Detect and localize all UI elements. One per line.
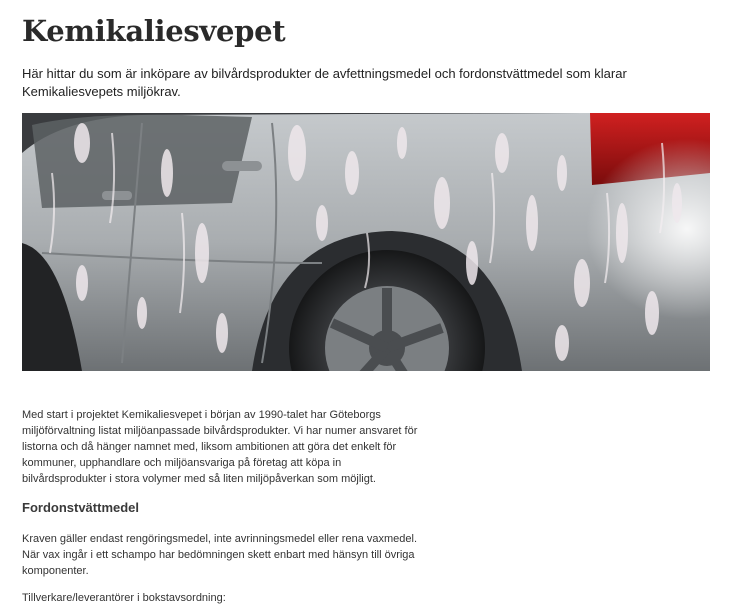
requirements-paragraph: Kraven gäller endast rengöringsmedel, inte avrinningsmedel eller rena vaxmedel. När vax ingår i ett schampo har bedömningen skett enbart med hänsyn till övriga komponenter.	[22, 533, 417, 577]
page-title: Kemikaliesvepet	[22, 14, 286, 48]
manufacturers-label: Tillverkare/leverantörer i bokstavsordning:	[22, 592, 226, 604]
intro-paragraph: Med start i projektet Kemikaliesvepet i början av 1990-talet har Göteborgs miljöförvaltning listat miljöanpassade bilvårdsprodukter. Vi har numer ansvaret för listorna och då hänger namnet med, liksom ambitionen att göra det enkelt för kommuner, upphandlare och miljöansvariga på företag att köpa in bilvårdsprodukter i stora volymer med så liten miljöpåverkan som möjligt.	[22, 409, 418, 485]
intro-text: Här hittar du som är inköpare av bilvårdsprodukter de avfettningsmedel och fordonstvättmedel som klarar Kemikaliesvepets miljökrav.	[22, 66, 627, 99]
hero-image	[22, 113, 710, 371]
car-wash-foam-image	[22, 113, 710, 371]
section-heading-fordonstvattmedel: Fordonstvättmedel	[22, 500, 140, 515]
